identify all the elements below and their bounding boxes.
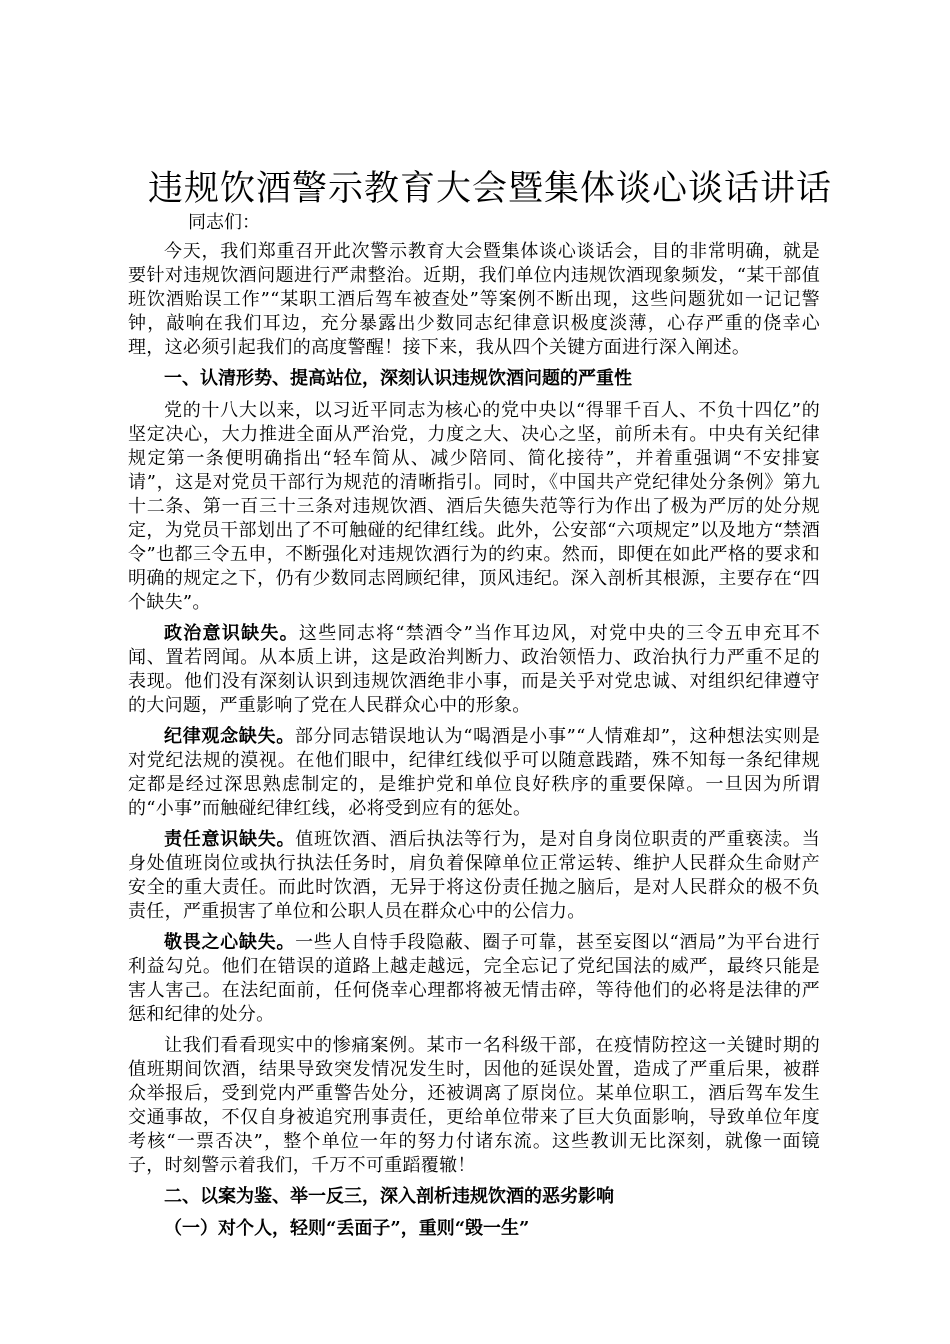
point-lead: 敬畏之心缺失。 xyxy=(164,932,296,953)
point-text: 部分同志错误地认为“喝酒是小事”“人情难却”，这种想法实则是对党纪法规的漠视。在他们眼中，纪律红线似乎可以随意践踏，殊不知每一条纪律规定都是经过深思熟虑制定的，是维护党和单位良好秩序的重要保障。一旦因为所谓的“小事”而触碰纪律红线，必将受到应有的惩处。 xyxy=(128,726,820,819)
case-paragraph: 让我们看看现实中的惨痛案例。某市一名科级干部，在疫情防控这一关键时期的值班期间饮酒，结果导致突发情况发生时，因他的延误处置，造成了严重后果，被群众举报后，受到党内严重警告处分，还被调离了原岗位。某单位职工，酒后驾车发生交通事故，不仅自身被追究刑事责任，更给单位带来了巨大负面影响，导致单位年度考核“一票否决”，整个单位一年的努力付诸东流。这些教训无比深刻，就像一面镜子，时刻警示着我们，千万不可重蹈覆辙！ xyxy=(128,1035,820,1176)
point-responsibility-awareness xyxy=(128,828,820,924)
point-text: 这些同志将“禁酒令”当作耳边风，对党中央的三令五申充耳不闻、置若罔闻。从本质上讲，这是政治判断力、政治领悟力、政治执行力严重不足的表现。他们没有深刻认识到违规饮酒绝非小事，而是关乎对党忠诚、对组织纪律遵守的大问题，严重影响了党在人民群众心中的形象。 xyxy=(128,623,820,716)
point-political-awareness xyxy=(128,622,820,718)
subsection-1-heading: （一）对个人，轻则“丢面子”，重则“毁一生” xyxy=(164,1218,530,1239)
section-1-paragraph: 党的十八大以来，以习近平同志为核心的党中央以“得罪千百人、不负十四亿”的坚定决心，大力推进全面从严治党，力度之大、决心之坚，前所未有。中央有关纪律规定第一条便明确指出“轻车简从、减少陪同、简化接待”，并着重强调“不安排宴请”，这是对党员干部行为规范的清晰指引。同时，《中国共产党纪律处分条例》第九十二条、第一百三十三条对违规饮酒、酒后失德失范等行为作出了极为严厉的处分规定，为党员干部划出了不可触碰的纪律红线。此外，公安部“六项规定”以及地方“禁酒令”也都三令五申，不断强化对违规饮酒行为的约束。然而，即便在如此严格的要求和明确的规定之下，仍有少数同志罔顾纪律，顶风违纪。深入剖析其根源，主要存在“四个缺失”。 xyxy=(128,400,820,613)
point-reverence xyxy=(128,931,820,1027)
salutation: 同志们： xyxy=(188,212,260,233)
point-text: 一些人自恃手段隐蔽、圈子可靠，甚至妄图以“酒局”为平台进行利益勾兑。他们在错误的道路上越走越远，完全忘记了党纪国法的威严，最终只能是害人害己。在法纪面前，任何侥幸心理都将被无情击碎，等待他们的必将是法律的严惩和纪律的处分。 xyxy=(128,932,820,1025)
document-title: 违规饮酒警示教育大会暨集体谈心谈话讲话 xyxy=(148,169,833,209)
point-text: 值班饮酒、酒后执法等行为，是对自身岗位职责的严重亵渎。当身处值班岗位或执行执法任务时，肩负着保障单位正常运转、维护人民群众生命财产安全的重大责任。而此时饮酒，无异于将这份责任抛之脑后，是对人民群众的极不负责任，严重损害了单位和公职人员在群众心中的公信力。 xyxy=(128,829,820,922)
point-lead: 责任意识缺失。 xyxy=(164,829,296,850)
point-discipline-concept xyxy=(128,725,820,821)
point-lead: 政治意识缺失。 xyxy=(164,623,299,644)
point-lead: 纪律观念缺失。 xyxy=(164,726,295,747)
section-1-heading: 一、认清形势、提高站位，深刻认识违规饮酒问题的严重性 xyxy=(164,368,632,389)
section-2-heading: 二、以案为鉴、举一反三，深入剖析违规饮酒的恶劣影响 xyxy=(164,1186,614,1207)
intro-paragraph: 今天，我们郑重召开此次警示教育大会暨集体谈心谈话会，目的非常明确，就是要针对违规饮酒问题进行严肃整治。近期，我们单位内违规饮酒现象频发，“某干部值班饮酒贻误工作”“某职工酒后驾车被查处”等案例不断出现，这些问题犹如一记记警钟，敲响在我们耳边，充分暴露出少数同志纪律意识极度淡薄，心存严重的侥幸心理，这必须引起我们的高度警醒！接下来，我从四个关键方面进行深入阐述。 xyxy=(128,241,820,358)
